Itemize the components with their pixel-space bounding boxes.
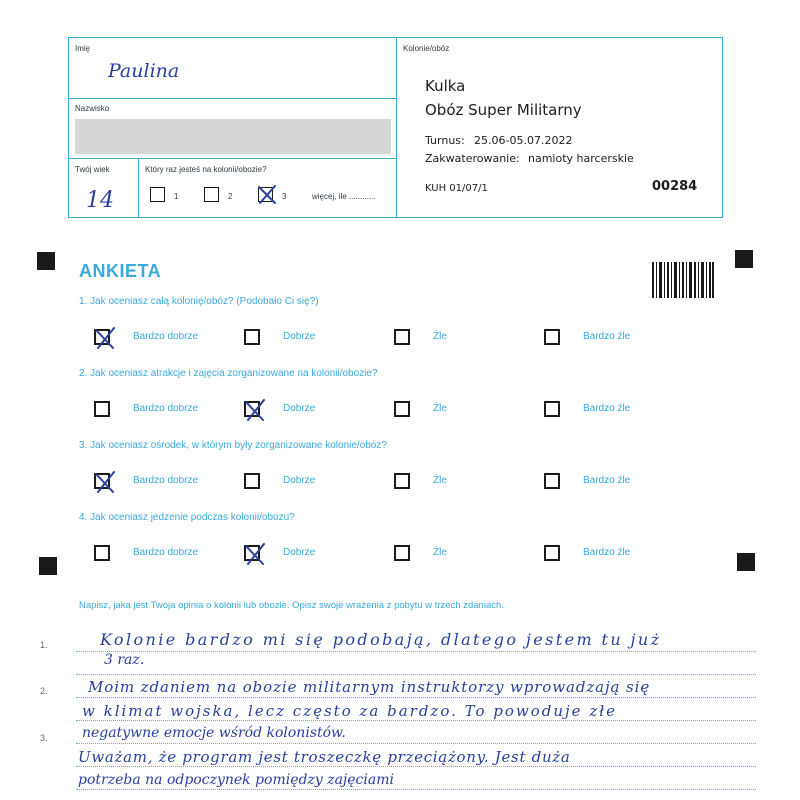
question-2-text: 2. Jak oceniasz atrakcje i zajęcia zorganizowane na kolonii/obozie? <box>79 368 378 379</box>
registration-marker-top-right <box>735 250 753 268</box>
handwritten-line-3[interactable]: Moim zdaniem na obozie militarnym instruktorzy wprowadzają się <box>88 678 651 696</box>
imie-label: Imię <box>75 44 91 53</box>
zakwaterowanie-label: Zakwaterowanie: <box>425 152 520 165</box>
line-number-3: 3. <box>40 733 48 743</box>
question-3-option-4-checkbox[interactable] <box>544 473 560 489</box>
imie-value[interactable]: Paulina <box>108 60 180 82</box>
barcode-icon <box>652 262 714 298</box>
turnus-label: Turnus: <box>425 134 465 147</box>
wiek-value[interactable]: 14 <box>86 188 114 213</box>
camp-full-name: Obóz Super Militarny <box>425 101 582 119</box>
question-4-option-3-checkbox[interactable] <box>394 545 410 561</box>
camp-name: Kulka <box>425 77 466 95</box>
question-2-option-4-label: Bardzo źle <box>583 403 631 414</box>
registration-marker-mid-left <box>39 557 57 575</box>
handwritten-line-7[interactable]: potrzeba na odpoczynek pomiędzy zajęciami <box>78 772 394 788</box>
answer-line <box>76 766 756 767</box>
answer-line <box>76 651 756 652</box>
answer-line <box>76 789 756 790</box>
cross-mark-icon <box>93 471 117 495</box>
question-2-option-2-checkbox[interactable] <box>244 401 260 417</box>
handwritten-line-6[interactable]: Uważam, że program jest troszeczkę przeciążony. Jest duża <box>78 748 571 766</box>
question-1-option-2-label: Dobrze <box>283 331 316 342</box>
line-number-1: 1. <box>40 640 48 650</box>
question-1-option-1-checkbox[interactable] <box>94 329 110 345</box>
cross-mark-icon <box>243 543 267 567</box>
cross-mark-icon <box>256 184 278 206</box>
question-4-option-1-label: Bardzo dobrze <box>133 547 199 558</box>
line-number-2: 2. <box>40 686 48 696</box>
opinion-prompt: Napisz, jaka jest Twoja opinia o kolonii lub obozie. Opisz swoje wrażenia z pobytu w trzech zdaniach. <box>79 600 504 611</box>
kolonie-label: Kolonie/obóz <box>403 44 450 53</box>
question-4-option-4-label: Bardzo źle <box>583 547 631 558</box>
question-2-option-4-checkbox[interactable] <box>544 401 560 417</box>
answer-line <box>76 697 756 698</box>
wiek-label: Twój wiek <box>75 165 110 174</box>
form-number: 00284 <box>652 179 698 194</box>
turnus-value: 25.06-05.07.2022 <box>474 134 573 147</box>
question-3-option-4-label: Bardzo źle <box>583 475 631 486</box>
question-3-option-1-checkbox[interactable] <box>94 473 110 489</box>
question-3-option-1-label: Bardzo dobrze <box>133 475 199 486</box>
question-2-option-2-label: Dobrze <box>283 403 316 414</box>
question-3-option-2-label: Dobrze <box>283 475 316 486</box>
surname-redaction <box>75 119 391 154</box>
visit-3-label: 3 <box>282 192 287 201</box>
handwritten-line-5[interactable]: negatywne emocje wśród kolonistów. <box>82 725 346 741</box>
question-4-option-2-label: Dobrze <box>283 547 316 558</box>
question-4-option-1-checkbox[interactable] <box>94 545 110 561</box>
visit-2-label: 2 <box>228 192 233 201</box>
question-4-option-2-checkbox[interactable] <box>244 545 260 561</box>
wiecej-label: więcej, ile ............ <box>312 192 376 201</box>
cross-mark-icon <box>243 399 267 423</box>
handwritten-line-1[interactable]: Kolonie bardzo mi się podobają, dlatego jestem tu już <box>100 630 662 649</box>
question-1-text: 1. Jak oceniasz całą kolonię/obóz? (Podobało Ci się?) <box>79 296 319 307</box>
question-3-text: 3. Jak oceniasz ośrodek, w którym były zorganizowane kolonie/obóz? <box>79 440 387 451</box>
cross-mark-icon <box>93 327 117 351</box>
question-1-option-3-label: Źle <box>433 331 447 342</box>
question-1-option-4-label: Bardzo źle <box>583 331 631 342</box>
question-2-option-1-label: Bardzo dobrze <box>133 403 199 414</box>
handwritten-line-4[interactable]: w klimat wojska, lecz często za bardzo. To powoduje złe <box>82 702 617 720</box>
question-1-option-1-label: Bardzo dobrze <box>133 331 199 342</box>
visit-1-checkbox[interactable] <box>150 187 165 202</box>
question-3-option-3-checkbox[interactable] <box>394 473 410 489</box>
question-3-option-3-label: Źle <box>433 475 447 486</box>
ktory-raz-label: Który raz jesteś na kolonii/obozie? <box>145 165 267 174</box>
form-code: KUH 01/07/1 <box>425 183 488 194</box>
question-4-option-4-checkbox[interactable] <box>544 545 560 561</box>
answer-line <box>76 720 756 721</box>
question-4-text: 4. Jak oceniasz jedzenie podczas kolonii/obozu? <box>79 512 295 523</box>
zakwaterowanie-value: namioty harcerskie <box>528 152 634 165</box>
question-2-option-3-label: Źle <box>433 403 447 414</box>
question-3-option-2-checkbox[interactable] <box>244 473 260 489</box>
answer-line <box>76 674 756 675</box>
question-4-option-3-label: Źle <box>433 547 447 558</box>
answer-line <box>76 743 756 744</box>
question-1-option-2-checkbox[interactable] <box>244 329 260 345</box>
registration-marker-mid-right <box>737 553 755 571</box>
nazwisko-label: Nazwisko <box>75 104 110 113</box>
visit-3-checkbox[interactable] <box>258 187 273 202</box>
registration-marker-top-left <box>37 252 55 270</box>
question-2-option-3-checkbox[interactable] <box>394 401 410 417</box>
question-1-option-4-checkbox[interactable] <box>544 329 560 345</box>
visit-2-checkbox[interactable] <box>204 187 219 202</box>
question-1-option-3-checkbox[interactable] <box>394 329 410 345</box>
survey-title: ANKIETA <box>79 261 162 281</box>
handwritten-line-2[interactable]: 3 raz. <box>104 652 145 668</box>
question-2-option-1-checkbox[interactable] <box>94 401 110 417</box>
visit-1-label: 1 <box>174 192 179 201</box>
